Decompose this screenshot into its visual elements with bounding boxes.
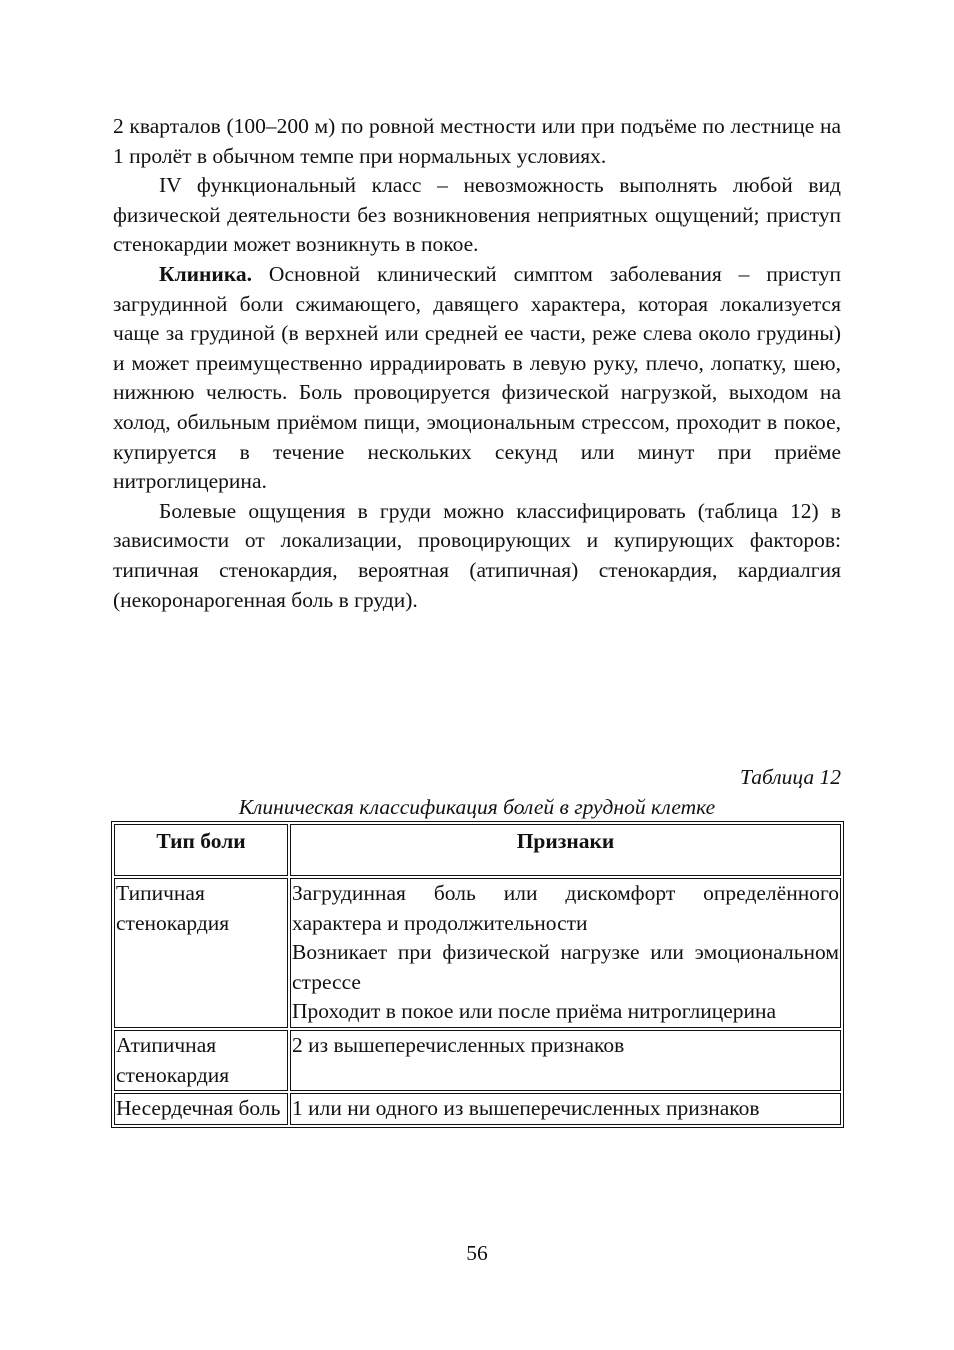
paragraph-3-text: Основной клинический симптом заболевания – приступ загрудинной боли сжимающего, давящего характера, которая локализуется чаще за грудиной (в верхней или средней ее части, реже слева около грудины) и может преимущественно иррадиировать в левую руку, плечо, лопатку, шею, нижнюю челюсть. Боль провоцируется физической нагрузкой, выходом на холод, обильным приёмом пищи, эмоциональным стрессом, проходит в покое, купируется в течение нескольких секунд или минут при приёме нитроглицерина. xyxy=(113,261,841,494)
paragraph-1: 2 кварталов (100–200 м) по ровной местности или при подъёме по лестнице на 1 пролёт в обычном темпе при нормальных условиях. xyxy=(113,114,841,168)
paragraph-2: IV функциональный класс – невозможность выполнять любой вид физической деятельности без возникновения неприятных ощущений; приступ стенокардии может возникнуть в покое. xyxy=(113,173,841,257)
table-caption: Клиническая классификация болей в грудной клетке xyxy=(238,795,716,819)
sign-item: 1 или ни одного из вышеперечисленных признаков xyxy=(292,1096,760,1121)
classification-table xyxy=(111,821,844,1128)
table-row xyxy=(114,1030,841,1091)
pain-type-cell: Атипичная стенокардия xyxy=(114,1030,288,1091)
signs-cell xyxy=(290,1093,841,1125)
table-label: Таблица 12 xyxy=(740,765,841,789)
pain-type-cell: Несердечная боль xyxy=(114,1093,288,1125)
page-body xyxy=(113,112,841,615)
sign-item: Загрудинная боль или дискомфорт определённого характера и продолжительности xyxy=(292,881,839,935)
signs-cell xyxy=(290,1030,841,1091)
paragraph-3 xyxy=(113,260,841,497)
signs-cell xyxy=(290,878,841,1028)
body-text xyxy=(113,112,841,615)
table-row xyxy=(114,878,841,1028)
header-pain-type: Тип боли xyxy=(114,824,288,876)
paragraph-4: Болевые ощущения в груди можно классифицировать (таблица 12) в зависимости от локализации, провоцирующих и купирующих факторов: типичная стенокардия, вероятная (атипичная) стенокардия, кардиалгия (некоронарогенная боль в груди). xyxy=(113,498,841,612)
sign-item: Возникает при физической нагрузке или эмоциональном стрессе xyxy=(292,940,839,994)
pain-type-cell: Типичная стенокардия xyxy=(114,878,288,1028)
header-signs: Признаки xyxy=(290,824,841,876)
sign-item: Проходит в покое или после приёма нитроглицерина xyxy=(292,999,777,1024)
sign-item: 2 из вышеперечисленных признаков xyxy=(292,1032,625,1057)
page-number: 56 xyxy=(466,1241,488,1265)
table-row xyxy=(114,1093,841,1125)
table-header-row xyxy=(114,824,841,876)
section-heading: Клиника. xyxy=(159,261,253,286)
